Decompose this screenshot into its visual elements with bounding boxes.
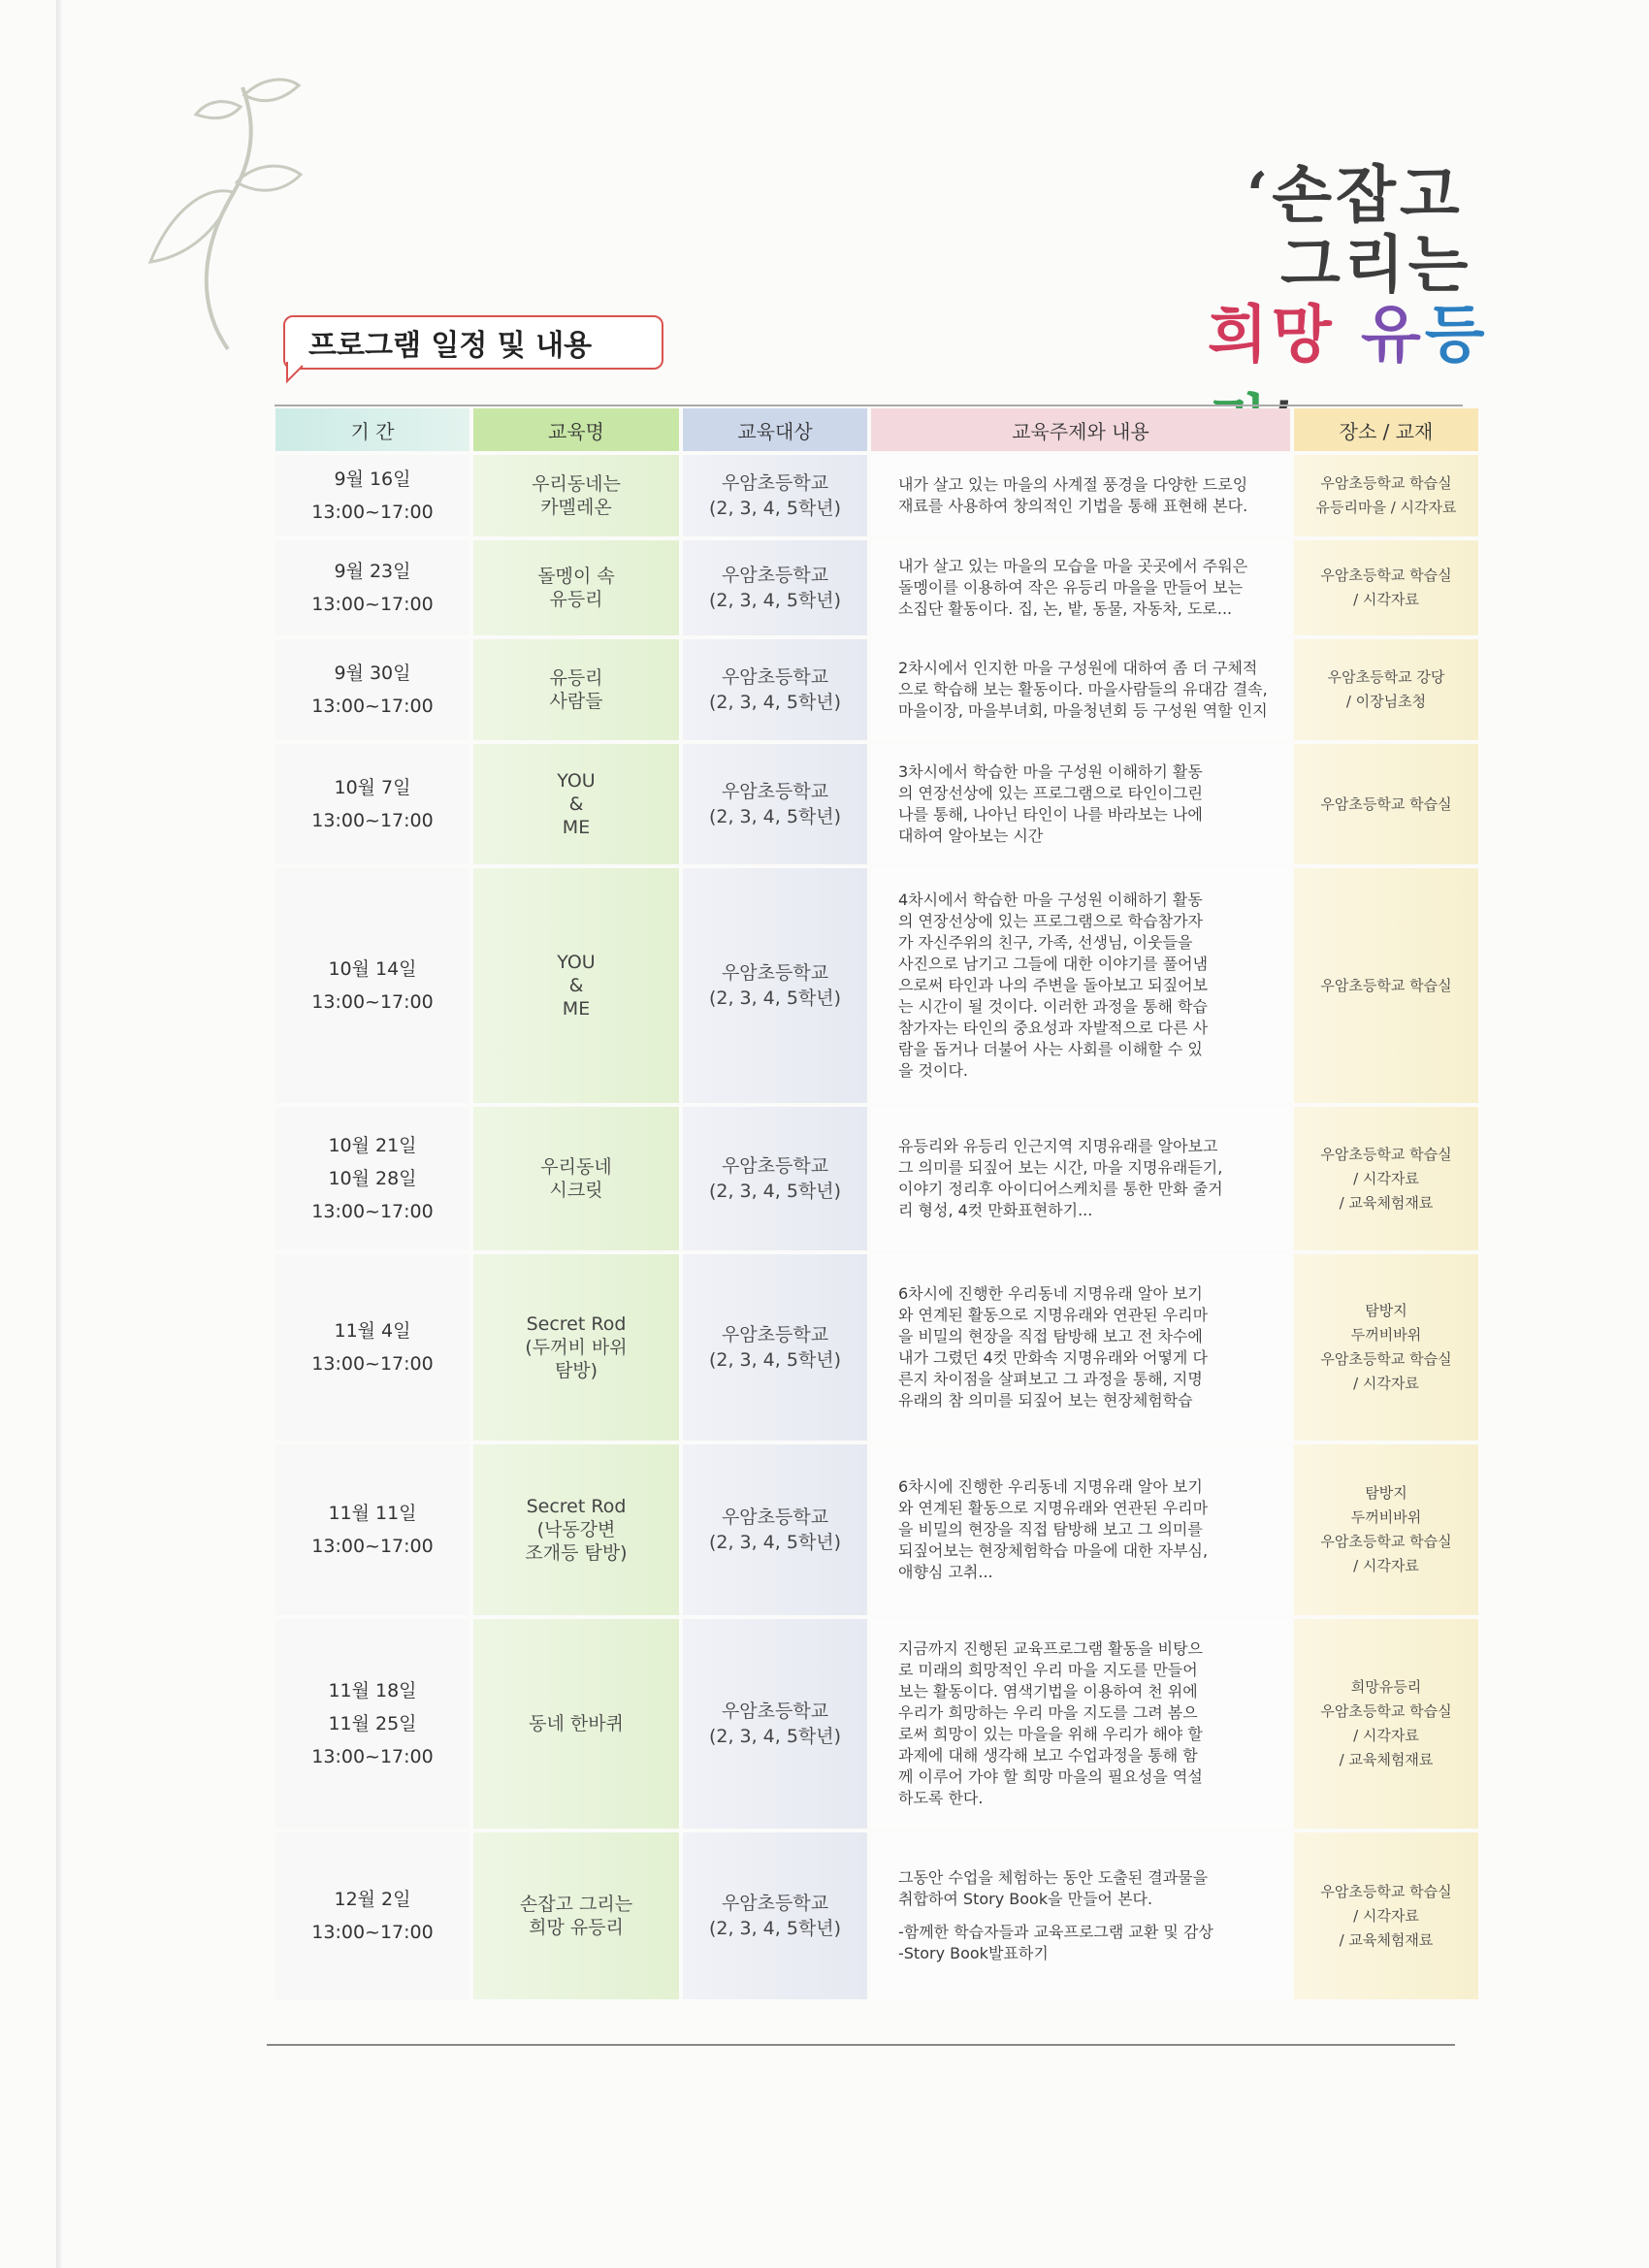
cell-content	[869, 1442, 1292, 1617]
cell-line: 그동안 수업을 체험하는 동안 도출된 결과물을	[898, 1868, 1209, 1887]
cell-line: 로써 희망이 있는 마을을 위해 우리가 해야 할	[898, 1725, 1203, 1743]
cell-line: 유등리마을 / 시각자료	[1315, 499, 1457, 516]
cell-period	[275, 866, 471, 1105]
top-rule	[275, 405, 1463, 406]
cell-line: 10월 21일	[328, 1135, 417, 1156]
cell-line: 께 이루어 가야 할 희망 마을의 필요성을 역설	[898, 1767, 1203, 1786]
cell-line: 손잡고 그리는	[519, 1894, 633, 1915]
cell-line: 우암초등학교 강당	[1327, 668, 1445, 686]
cell-line: 우암초등학교 학습실	[1320, 567, 1452, 584]
table-body	[275, 453, 1480, 2001]
cell-line: 돌멩이를 이용하여 작은 유등리 마을을 만들어 보는	[898, 578, 1244, 597]
cell-line: 13:00~17:00	[311, 991, 434, 1013]
cell-line: 우암초등학교 학습실	[1320, 794, 1452, 813]
cell-line: 로 미래의 희망적인 우리 마을 지도를 만들어	[898, 1661, 1198, 1679]
cell-line: 2차시에서 인지한 마을 구성원에 대하여 좀 더 구체적	[898, 659, 1258, 677]
cell-line: 6차시에 진행한 우리동네 지명유래 알아 보기	[898, 1477, 1203, 1496]
header-name: 교육명	[471, 408, 681, 453]
cell-line: -Story Book발표하기	[898, 1944, 1049, 1962]
cell-line: 유등리와 유등리 인근지역 지명유래를 알아보고	[898, 1137, 1218, 1155]
cell-line: 우암초등학교 학습실	[1320, 1350, 1452, 1368]
table-row	[275, 637, 1480, 742]
cell-content	[869, 1252, 1292, 1442]
cell-line: 11월 18일	[328, 1680, 417, 1701]
cell-line: (2, 3, 4, 5학년)	[708, 1726, 842, 1747]
cell-place	[1292, 1831, 1480, 2001]
cell-line: (2, 3, 4, 5학년)	[708, 1349, 842, 1371]
cell-line: 우암초등학교	[721, 1701, 829, 1722]
cell-name	[471, 742, 681, 866]
cell-target	[681, 1831, 869, 2001]
cell-line: / 시각자료	[1353, 591, 1419, 608]
cell-line: 우암초등학교 학습실	[1320, 976, 1452, 994]
schedule-table	[275, 408, 1482, 2003]
cell-line: 9월 30일	[334, 663, 411, 684]
section-heading-text: 프로그램 일정 및 내용	[308, 329, 593, 363]
cell-line: 10월 28일	[328, 1168, 417, 1189]
cell-line: 희망유등리	[1350, 1678, 1422, 1696]
cell-line: 하도록 한다.	[898, 1789, 984, 1807]
cell-place	[1292, 538, 1480, 637]
cell-line: 우암초등학교	[721, 1155, 829, 1177]
cell-place	[1292, 742, 1480, 866]
cell-line: 우리동네는	[532, 473, 621, 495]
title-line-2: 그리는	[1280, 229, 1472, 302]
cell-line: / 시각자료	[1353, 1906, 1419, 1925]
cell-name	[471, 1105, 681, 1252]
cell-place	[1292, 1442, 1480, 1617]
cell-line: 나를 통해, 나아닌 타인이 나를 바라보는 나에	[898, 805, 1203, 824]
cell-line: -함께한 학습자들과 교육프로그램 교환 및 감상	[898, 1923, 1213, 1941]
cell-line: 돌멩이 속	[537, 566, 615, 587]
cell-period	[275, 1617, 471, 1831]
cell-line: 애향심 고취...	[898, 1563, 993, 1581]
cell-name	[471, 637, 681, 742]
cell-place	[1292, 637, 1480, 742]
cell-line: Secret Rod	[526, 1496, 627, 1517]
cell-line: (2, 3, 4, 5학년)	[708, 1918, 842, 1939]
cell-line: 우암초등학교 학습실	[1320, 1145, 1452, 1163]
cell-target	[681, 453, 869, 538]
table-row	[275, 866, 1480, 1105]
cell-line: 11월 11일	[328, 1503, 417, 1524]
cell-line: 우암초등학교 학습실	[1320, 1882, 1452, 1900]
cell-line: 13:00~17:00	[311, 696, 434, 717]
cell-line: / 이장님초청	[1345, 693, 1427, 710]
cell-target	[681, 1442, 869, 1617]
cell-line: 두꺼비바위	[1350, 1326, 1422, 1344]
cell-line: 9월 23일	[334, 561, 411, 582]
cell-line: YOU	[557, 770, 596, 792]
page-fold-shadow	[56, 0, 62, 2268]
cell-line: 13:00~17:00	[311, 502, 434, 523]
cell-line: 12월 2일	[334, 1889, 411, 1910]
cell-place	[1292, 866, 1480, 1105]
cell-line: 13:00~17:00	[311, 1536, 434, 1557]
cell-line: 동네 한바퀴	[529, 1713, 624, 1734]
cell-content	[869, 742, 1292, 866]
cell-line: 우암초등학교	[721, 666, 829, 688]
cell-line: 으로써 타인과 나의 주변을 돌아보고 되짚어보	[898, 976, 1209, 994]
cell-period	[275, 1252, 471, 1442]
cell-content	[869, 1831, 1292, 2001]
cell-line: Secret Rod	[526, 1313, 627, 1335]
cell-line: 내가 그렸던 4컷 만화속 지명유래와 어떻게 다	[898, 1348, 1208, 1367]
cell-line: 을 비밀의 현장을 직접 탐방해 보고 전 차수에	[898, 1327, 1203, 1345]
table-row	[275, 1831, 1480, 2001]
title-hope: 희망	[1208, 299, 1336, 372]
bottom-rule	[267, 2044, 1455, 2046]
cell-line: 우암초등학교	[721, 565, 829, 586]
title-line-1: ‘손잡고	[1246, 159, 1464, 232]
cell-line: 가 자신주위의 친구, 가족, 선생님, 이웃들을	[898, 933, 1193, 952]
cell-line: 람을 돕거나 더불어 사는 사회를 이해할 수 있	[898, 1040, 1203, 1058]
cell-line: &	[568, 975, 584, 996]
cell-line: 참가자는 타인의 중요성과 자발적으로 다른 사	[898, 1019, 1209, 1037]
cell-line: 그 의미를 되짚어 보는 시간, 마을 지명유래듣기,	[898, 1158, 1223, 1177]
cell-line: 과제에 대해 생각해 보고 수업과정을 통해 함	[898, 1746, 1198, 1765]
cell-target	[681, 1252, 869, 1442]
cell-line: 의 연장선상에 있는 프로그램으로 타인이그린	[898, 784, 1204, 802]
cell-line: 11월 4일	[334, 1320, 411, 1342]
cell-line: 희망 유등리	[529, 1917, 624, 1938]
cell-line: 우암초등학교	[721, 781, 829, 802]
header-content: 교육주제와 내용	[869, 408, 1292, 453]
cell-content	[869, 637, 1292, 742]
cell-line: 조개등 탐방)	[525, 1542, 628, 1564]
cell-period	[275, 1831, 471, 2001]
cell-line: 우암초등학교	[721, 962, 829, 984]
cell-line: 13:00~17:00	[311, 1746, 434, 1767]
cell-target	[681, 1617, 869, 1831]
cell-line: (두꺼비 바위	[525, 1337, 628, 1358]
cell-line: 우리가 희망하는 우리 마을 지도를 그려 봄으	[898, 1703, 1198, 1722]
cell-content	[869, 538, 1292, 637]
cell-line: 유래의 참 의미를 되짚어 보는 현장체험학습	[898, 1391, 1193, 1409]
title-yu: 유	[1360, 299, 1425, 372]
cell-line: 지금까지 진행된 교육프로그램 활동을 비탕으	[898, 1639, 1204, 1658]
cell-line: 우암초등학교	[721, 1893, 829, 1914]
cell-period	[275, 742, 471, 866]
cell-line: 마을이장, 마을부녀회, 마을청년회 등 구성원 역할 인지	[898, 701, 1268, 720]
cell-line: / 시각자료	[1353, 1727, 1419, 1744]
cell-line: / 시각자료	[1353, 1375, 1419, 1392]
cell-line: / 교육체험재료	[1339, 1751, 1434, 1768]
cell-content	[869, 866, 1292, 1105]
cell-period	[275, 538, 471, 637]
cell-line: 9월 16일	[334, 469, 411, 490]
cell-line: ME	[562, 998, 591, 1020]
table-row	[275, 1252, 1480, 1442]
cell-content	[869, 453, 1292, 538]
cell-line: 10월 7일	[334, 777, 411, 798]
page-title	[1198, 146, 1518, 372]
speech-tail-icon	[283, 362, 305, 383]
cell-line: &	[568, 794, 584, 815]
cell-line: (낙동강변	[536, 1519, 616, 1540]
cell-line: 사진으로 남기고 그들에 대한 이야기를 풀어냄	[898, 955, 1209, 973]
cell-line: 4차시에서 학습한 마을 구성원 이해하기 활동	[898, 891, 1203, 909]
cell-line: (2, 3, 4, 5학년)	[708, 806, 842, 827]
cell-period	[275, 637, 471, 742]
cell-line: 와 연계된 활동으로 지명유래와 연관된 우리마	[898, 1306, 1209, 1324]
cell-line: 으로 학습해 보는 활동이다. 마을사람들의 유대감 결속,	[898, 680, 1268, 698]
table-header-row	[275, 408, 1480, 453]
cell-place	[1292, 1617, 1480, 1831]
leaf-sprout-icon	[136, 68, 310, 359]
cell-line: 는 시간이 될 것이다. 이러한 과정을 통해 학습	[898, 997, 1208, 1016]
cell-line: 6차시에 진행한 우리동네 지명유래 알아 보기	[898, 1284, 1203, 1303]
cell-content	[869, 1617, 1292, 1831]
cell-line: 10월 14일	[328, 958, 417, 980]
cell-name	[471, 1442, 681, 1617]
cell-line: 내가 살고 있는 마을의 모습을 마을 곳곳에서 주워은	[898, 557, 1248, 575]
header-target: 교육대상	[681, 408, 869, 453]
cell-line: 우리동네	[540, 1156, 612, 1178]
table-row	[275, 538, 1480, 637]
cell-line: 우암초등학교	[721, 1324, 829, 1345]
cell-line	[898, 1910, 1269, 1922]
cell-line: (2, 3, 4, 5학년)	[708, 692, 842, 713]
cell-line: 대하여 알아보는 시간	[898, 826, 1044, 845]
header-period: 기 간	[275, 408, 471, 453]
cell-line: (2, 3, 4, 5학년)	[708, 988, 842, 1009]
cell-line: / 시각자료	[1353, 1169, 1419, 1187]
cell-target	[681, 1105, 869, 1252]
cell-line: 우암초등학교 학습실	[1320, 474, 1452, 492]
cell-line: 13:00~17:00	[311, 810, 434, 831]
cell-line: / 교육체험재료	[1339, 1930, 1434, 1949]
cell-name	[471, 453, 681, 538]
cell-name	[471, 1831, 681, 2001]
cell-line: / 시각자료	[1353, 1557, 1419, 1574]
table-row	[275, 1105, 1480, 1252]
cell-line: / 교육체험재료	[1339, 1193, 1434, 1212]
cell-target	[681, 538, 869, 637]
cell-line: ME	[562, 817, 591, 838]
cell-line: 취합하여 Story Book을 만들어 본다.	[898, 1890, 1153, 1908]
cell-line: 탐방지	[1365, 1484, 1407, 1502]
cell-line: 을 비밀의 현장을 직접 탐방해 보고 그 의미를	[898, 1520, 1203, 1539]
cell-line: (2, 3, 4, 5학년)	[708, 498, 842, 519]
cell-line: 13:00~17:00	[311, 594, 434, 615]
table-row	[275, 1442, 1480, 1617]
table-row	[275, 1617, 1480, 1831]
cell-line: (2, 3, 4, 5학년)	[708, 1532, 842, 1553]
cell-line: 13:00~17:00	[311, 1201, 434, 1222]
cell-line: 두꺼비바위	[1350, 1508, 1422, 1526]
cell-line: 우암초등학교	[721, 472, 829, 494]
cell-target	[681, 866, 869, 1105]
cell-line: 3차시에서 학습한 마을 구성원 이해하기 활동	[898, 762, 1203, 781]
cell-line: 보는 활동이다. 염색기법을 이용하여 천 위에	[898, 1682, 1198, 1701]
cell-period	[275, 1442, 471, 1617]
cell-line: 른지 차이점을 살펴보고 그 과정을 통해, 지명	[898, 1370, 1203, 1388]
cell-line: 와 연계된 활동으로 지명유래와 연관된 우리마	[898, 1499, 1209, 1517]
cell-line: YOU	[557, 952, 596, 973]
cell-line: 의 연장선상에 있는 프로그램으로 학습참가자	[898, 912, 1204, 930]
cell-name	[471, 1252, 681, 1442]
cell-place	[1292, 453, 1480, 538]
cell-line: 탐방)	[554, 1360, 598, 1381]
cell-line: (2, 3, 4, 5학년)	[708, 1181, 842, 1202]
cell-line: 재료를 사용하여 창의적인 기법을 통해 표현해 본다.	[898, 497, 1248, 515]
cell-line: 우암초등학교	[721, 1507, 829, 1528]
cell-line: 우암초등학교 학습실	[1320, 1702, 1452, 1720]
cell-line: 카멜레온	[540, 497, 612, 518]
cell-line: 11월 25일	[328, 1713, 417, 1734]
header-place: 장소 / 교재	[1292, 408, 1480, 453]
cell-target	[681, 742, 869, 866]
cell-line: 유등리	[549, 667, 603, 689]
cell-line: 유등리	[549, 589, 603, 610]
cell-content	[869, 1105, 1292, 1252]
cell-line: 리 형성, 4컷 만화표현하기...	[898, 1201, 1093, 1219]
cell-period	[275, 1105, 471, 1252]
cell-line: 13:00~17:00	[311, 1922, 434, 1943]
cell-line: 사람들	[549, 691, 603, 712]
cell-line: (2, 3, 4, 5학년)	[708, 590, 842, 611]
cell-name	[471, 538, 681, 637]
cell-place	[1292, 1105, 1480, 1252]
table-row	[275, 453, 1480, 538]
cell-period	[275, 453, 471, 538]
cell-line: 이야기 정리후 아이디어스케치를 통한 만화 줄거	[898, 1180, 1223, 1198]
cell-line: 을 것이다.	[898, 1061, 968, 1080]
section-heading	[283, 315, 663, 370]
cell-target	[681, 637, 869, 742]
cell-line: 13:00~17:00	[311, 1353, 434, 1375]
title-deung: 등	[1424, 299, 1489, 372]
cell-name	[471, 1617, 681, 1831]
cell-line: 내가 살고 있는 마을의 사계절 풍경을 다양한 드로잉	[898, 475, 1248, 494]
table-row	[275, 742, 1480, 866]
cell-name	[471, 866, 681, 1105]
cell-line: 소집단 활동이다. 집, 논, 밭, 동물, 자동차, 도로...	[898, 599, 1233, 618]
cell-line: 되짚어보는 현장체험학습 마을에 대한 자부심,	[898, 1541, 1209, 1560]
cell-place	[1292, 1252, 1480, 1442]
cell-line: 시크릿	[549, 1180, 603, 1201]
cell-line: 우암초등학교 학습실	[1320, 1533, 1452, 1550]
cell-line: 탐방지	[1365, 1302, 1407, 1319]
